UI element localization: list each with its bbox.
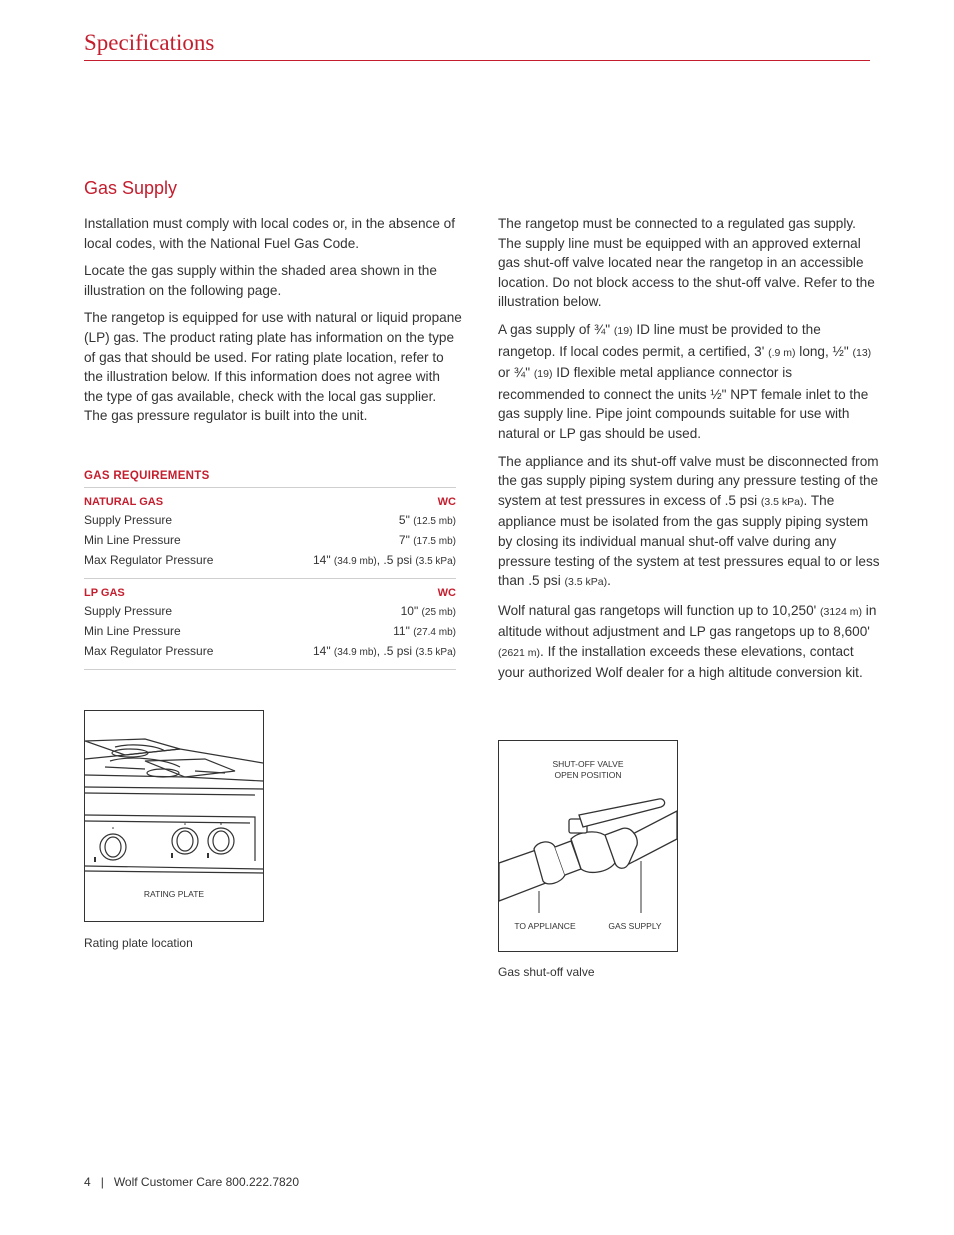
natural-gas-label: NATURAL GAS: [84, 496, 164, 508]
row-label: Min Line Pressure: [84, 624, 181, 638]
valve-drawing: [499, 741, 677, 951]
paragraph: Installation must comply with local codes or, in the absence of local codes, with the National Fuel Gas Code.: [84, 216, 456, 251]
footer-separator: |: [100, 1175, 104, 1189]
paragraph: The rangetop must be connected to a regulated gas supply. The supply line must be equipped with an approved external gas shut-off valve located near the rangetop in an accessible location. Do not block access to the shut-off valve. Refer to the illustration below.: [498, 216, 875, 310]
row-label: Supply Pressure: [84, 513, 173, 527]
natural-gas-unit: WC: [437, 496, 456, 508]
left-column: [84, 214, 462, 434]
rating-plate-illustration: [84, 710, 264, 922]
rating-plate-label: RATING PLATE: [143, 889, 205, 899]
row-value: 5" (12.5 mb): [398, 513, 456, 527]
row-value: 11" (27.4 mb): [393, 624, 456, 638]
footer: [84, 1175, 299, 1189]
gas-requirements-title: GAS REQUIREMENTS: [84, 470, 456, 488]
row-value: 7" (17.5 mb): [398, 533, 456, 547]
to-appliance-label: TO APPLIANCE: [514, 921, 576, 931]
row-label: Max Regulator Pressure: [84, 553, 214, 567]
section-title: Gas Supply: [84, 178, 178, 198]
gas-requirements-table: [84, 470, 456, 670]
gas-supply-label: GAS SUPPLY: [608, 921, 662, 931]
footer-contact: Wolf Customer Care 800.222.7820: [113, 1175, 300, 1189]
natural-gas-block: [84, 488, 456, 579]
lp-gas-label: LP GAS: [84, 587, 125, 599]
paragraph: Locate the gas supply within the shaded area shown in the illustration on the following page.: [84, 263, 437, 298]
table-row: [84, 602, 456, 622]
paragraph: The rangetop is equipped for use with natural or liquid propane (LP) gas. The product rating plate has information on the type of gas that should be used. For rating plate location, refer to the illustration below. If this information does not agree with the type of gas available, check with the local gas supplier. The gas pressure regulator is built into the unit.: [84, 310, 462, 424]
row-value: 14" (34.9 mb), .5 psi (3.5 kPa): [312, 553, 456, 567]
paragraph: The appliance and its shut-off valve must be disconnected from the gas supply piping system during any pressure testing of the system at test pressures in excess of .5 psi (3.5 kPa). The appliance must be isolated from the gas supply piping system by closing its individual manual shut-off valve during any pressure testing of the system at test pressures equal to or less than .5 psi (3.5 kPa).: [498, 453, 880, 589]
table-row: [84, 531, 456, 551]
table-row: [84, 551, 456, 571]
lp-gas-unit: WC: [437, 587, 456, 599]
table-row: [84, 622, 456, 642]
shut-off-valve-caption: Gas shut-off valve: [498, 965, 595, 979]
table-row: [84, 642, 456, 662]
header-rule: [84, 60, 870, 61]
row-value: 10" (25 mb): [400, 604, 456, 618]
shut-off-valve-illustration: [498, 740, 678, 952]
paragraph: A gas supply of ¾" (19) ID line must be provided to the rangetop. If local codes permit, a certified, 3' (.9 m) long, ½" (13) or ¾" (19) ID flexible metal appliance connector is recommended to connect the units ½" NPT female inlet to the gas supply line. Pipe joint compounds suitable for use with natural or LP gas should be used.: [498, 321, 872, 441]
row-label: Min Line Pressure: [84, 533, 181, 547]
valve-position-label: SHUT-OFF VALVE OPEN POSITION: [552, 759, 624, 780]
rating-plate-caption: Rating plate location: [84, 936, 193, 950]
table-row: [84, 511, 456, 531]
lp-gas-block: [84, 579, 456, 670]
row-label: Supply Pressure: [84, 604, 173, 618]
page-title: Specifications: [84, 30, 215, 55]
paragraph: Wolf natural gas rangetops will function up to 10,250' (3124 m) in altitude without adjustment and LP gas rangetops up to 8,600' (2621 m). If the installation exceeds these elevations, contact your authorized Wolf dealer for a high altitude conversion kit.: [498, 602, 877, 681]
right-column: [498, 214, 880, 691]
row-value: 14" (34.9 mb), .5 psi (3.5 kPa): [312, 644, 456, 658]
page-number: 4: [84, 1175, 91, 1189]
row-label: Max Regulator Pressure: [84, 644, 214, 658]
